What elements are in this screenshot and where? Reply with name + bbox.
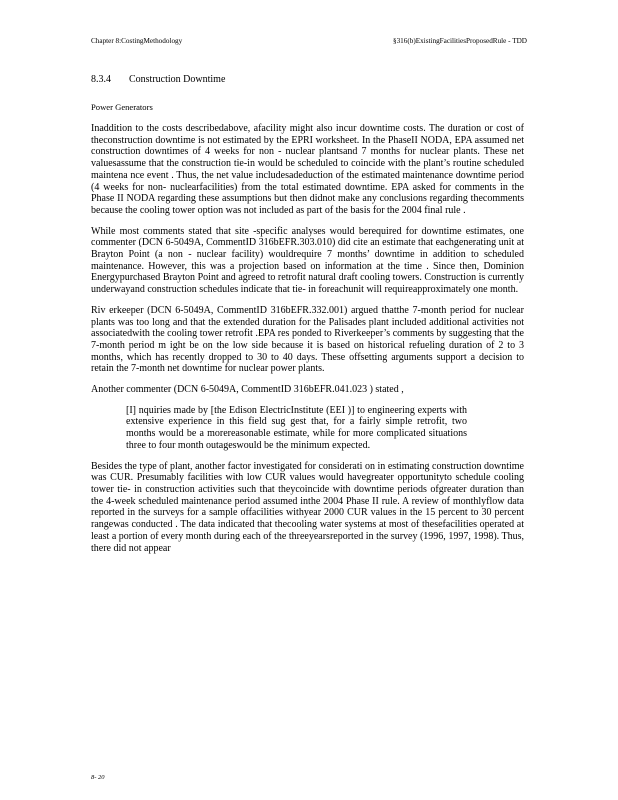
- subheading: Power Generators: [91, 102, 153, 112]
- paragraph: Inaddition to the costs describedabove, afacility might also incur downtime costs. The duration or cost of theconstruction downtime is not estimated by the EPRI worksheet. In the PhaseII NODA, EPA assumed net construction downtimes of 4 weeks for non - nuclear plantsand 7 months for nuclear plants. These net valuesassume that the construction tie-in would be scheduled to coincide with the plant’s routine scheduled maintena nce event . Thus, the net value includesadeduction of the estimated maintenance downtime period (4 weeks for non- nuclearfacilities) from the total estimated downtime. EPA asked for comments in the Phase II NODA regarding these assumptions but then didnot make any conclusions regarding thecomments because the cooling tower option was not included as part of the basis for the 2004 final rule .: [91, 123, 524, 216]
- page-header: [91, 37, 527, 49]
- paragraph: Another commenter (DCN 6-5049A, CommentID 316bEFR.041.023 ) stated ,: [91, 384, 404, 396]
- section-heading: [91, 74, 225, 85]
- paragraph: While most comments stated that site -specific analyses would berequired for downtime estimates, one commenter (DCN 6-5049A, CommentID 316bEFR.303.010) did cite an estimate that eachgenerating unit at Brayton Point (a non - nuclear facility) wouldrequire 7 months’ downtime in addition to scheduled maintenance. However, this was a projection based on information at the time . Since then, Dominion Energypurchased Brayton Point and agreed to retrofit natural draft cooling towers. Construction is currently underwayand construction schedules indicate that tie- in foreachunit will requireapproximately one month.: [91, 225, 524, 296]
- block-quote: [I] nquiries made by [the Edison ElectricInstitute (EEI )] to engineering experts with extensive experience in this field sug gest that, for a fairly simple retrofit, two months would be a morereasonable estimate, while for more complicated situations three to four month outageswould be the minimum expected.: [126, 404, 467, 451]
- section-number: 8.3.4: [91, 74, 111, 85]
- section-title: Construction Downtime: [129, 74, 226, 85]
- paragraph: Besides the type of plant, another factor investigated for considerati on in estimating construction downtime was CUR. Presumably facilities with low CUR values would havegreater opportunityto schedule cooling tower tie- in construction activities such that theycoincide with downtime periods ofgreater duration than the 4-week scheduled maintenance period assumed inthe 2004 Phase II rule. A review of monthlyflow data reported in the surveys for a sample offacilities withyear 2000 CUR values in the 15 percent to 30 percent rangewas conducted . The data indicated that thecooling water systems at most of thesefacilities operated at least a portion of every month during each of the threeyearsreported in the survey (1996, 1997, 1998). Thus, there did not appear: [91, 460, 524, 554]
- header-chapter: Chapter 8:CostingMethodology: [91, 37, 183, 45]
- header-document-title: §316(b)ExistingFacilitiesProposedRule - TDD: [392, 37, 527, 45]
- body-text: [91, 123, 524, 563]
- paragraph: Riv erkeeper (DCN 6-5049A, CommentID 316bEFR.332.001) argued thatthe 7-month period for nuclear plants was too long and that the extended duration for the Palisades plant included additional activities not associatedwith the cooling tower retrofit .EPA res ponded to Riverkeeper’s comments by suggesting that the 7-month period m ight be on the low side because it is based on historical refueling duration of 2 to 3 months, which has recently dropped to 30 to 40 days. These offsetting arguments support a decision to retain the 7-month net downtime for nuclear power plants.: [91, 304, 524, 375]
- page-number: 8- 20: [91, 774, 105, 781]
